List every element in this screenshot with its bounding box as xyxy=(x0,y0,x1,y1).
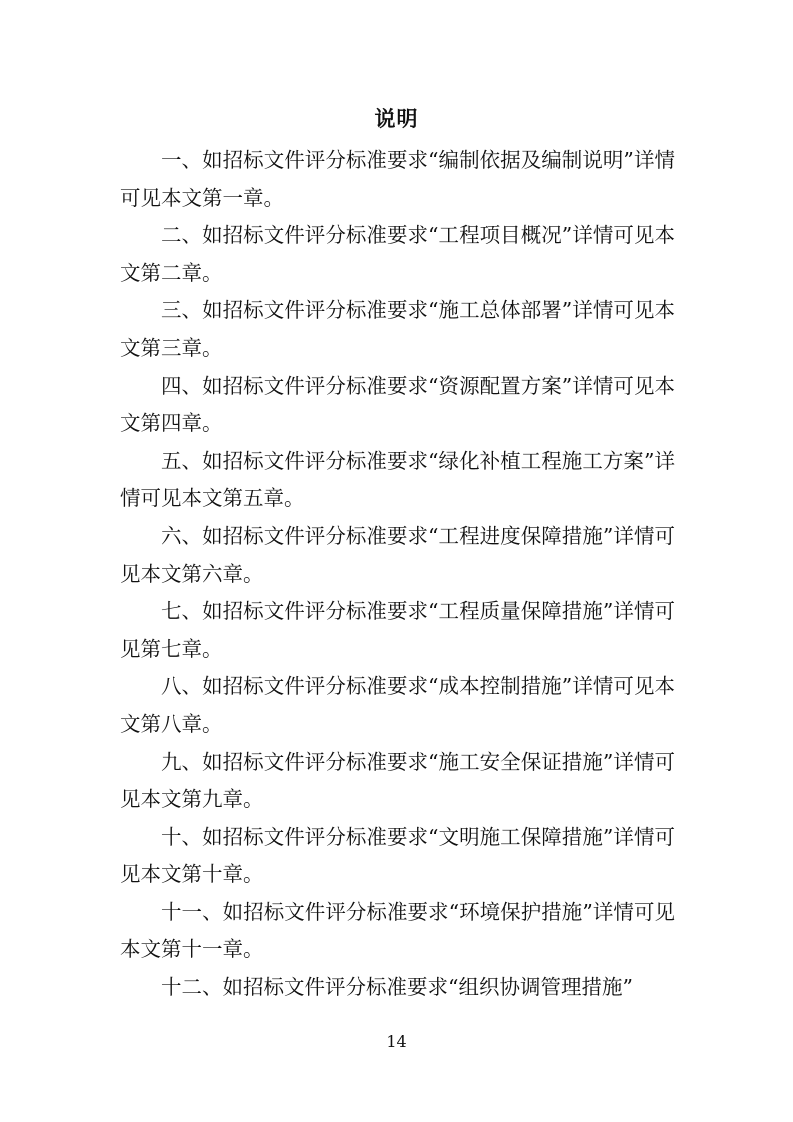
paragraph-5: 五、如招标文件评分标准要求“绿化补植工程施工方案”详情可见本文第五章。 xyxy=(120,448,675,511)
paragraph-1: 一、如招标文件评分标准要求“编制依据及编制说明”详情可见本文第一章。 xyxy=(120,148,675,210)
paragraph-11: 十一、如招标文件评分标准要求“环境保护措施”详情可见本文第十一章。 xyxy=(120,899,675,962)
paragraph-6: 六、如招标文件评分标准要求“工程进度保障措施”详情可见本文第六章。 xyxy=(120,523,675,586)
paragraph-10: 十、如招标文件评分标准要求“文明施工保障措施”详情可见本文第十章。 xyxy=(120,824,675,887)
paragraph-12: 十二、如招标文件评分标准要求“组织协调管理措施” xyxy=(161,975,633,1000)
paragraph-4: 四、如招标文件评分标准要求“资源配置方案”详情可见本文第四章。 xyxy=(120,373,675,436)
paragraph-2: 二、如招标文件评分标准要求“工程项目概况”详情可见本文第二章。 xyxy=(120,223,675,285)
paragraph-8: 八、如招标文件评分标准要求“成本控制措施”详情可见本文第八章。 xyxy=(120,674,675,736)
paragraph-3: 三、如招标文件评分标准要求“施工总体部署”详情可见本文第三章。 xyxy=(120,298,675,360)
paragraph-7: 七、如招标文件评分标准要求“工程质量保障措施”详情可见第七章。 xyxy=(120,599,675,661)
body-text xyxy=(120,142,675,1007)
page-title: 说明 xyxy=(374,106,419,131)
page-number: 14 xyxy=(386,1032,407,1051)
paragraph-9: 九、如招标文件评分标准要求“施工安全保证措施”详情可见本文第九章。 xyxy=(120,749,675,812)
